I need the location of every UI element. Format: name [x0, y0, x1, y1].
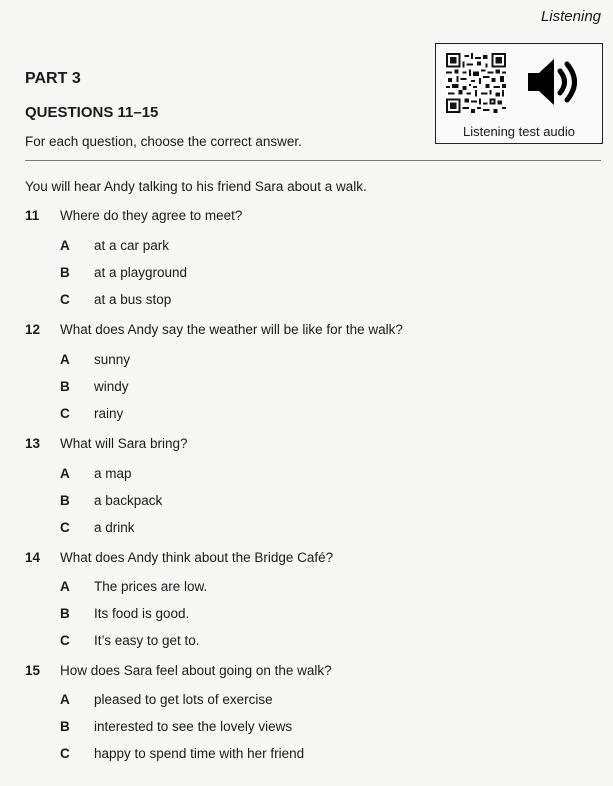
option-letter: A [60, 692, 70, 707]
question-15 [25, 663, 332, 678]
option-text: a drink [94, 520, 135, 535]
option-letter: B [60, 265, 70, 280]
option-text: at a bus stop [94, 292, 172, 307]
section-label: Listening [540, 8, 601, 25]
option-letter: A [60, 579, 70, 594]
option-letter: B [60, 606, 70, 621]
option-letter: A [60, 352, 70, 367]
question-13-option-a[interactable] [60, 466, 132, 481]
option-letter: C [60, 520, 70, 535]
question-13 [25, 436, 188, 451]
question-number: 13 [25, 436, 41, 451]
question-15-option-b[interactable] [60, 719, 292, 734]
option-text: Its food is good. [94, 606, 190, 621]
option-text: a backpack [94, 493, 163, 508]
question-14-option-c[interactable] [60, 633, 200, 648]
option-text: It’s easy to get to. [94, 633, 200, 648]
audio-panel[interactable] [435, 43, 603, 144]
option-text: interested to see the lovely views [94, 719, 293, 734]
option-letter: A [60, 466, 70, 481]
instruction-text: For each question, choose the correct answer. [25, 134, 302, 149]
option-letter: B [60, 719, 70, 734]
option-text: sunny [94, 352, 131, 367]
question-11-option-a[interactable] [60, 238, 169, 253]
question-14-option-b[interactable] [60, 606, 189, 621]
question-14 [25, 550, 333, 565]
option-text: happy to spend time with her friend [94, 746, 305, 761]
option-text: rainy [94, 406, 124, 421]
option-letter: A [60, 238, 70, 253]
question-14-option-a[interactable] [60, 579, 207, 594]
question-number: 11 [25, 208, 40, 223]
question-11-option-c[interactable] [60, 292, 171, 307]
divider [25, 160, 601, 161]
intro-text: You will hear Andy talking to his friend Sara about a walk. [25, 179, 367, 194]
question-12 [25, 322, 403, 337]
option-text: at a car park [94, 238, 170, 253]
question-15-option-a[interactable] [60, 692, 273, 707]
question-11-option-b[interactable] [60, 265, 187, 280]
question-13-option-b[interactable] [60, 493, 162, 508]
question-13-option-c[interactable] [60, 520, 135, 535]
question-text: What does Andy say the weather will be like for the walk? [60, 322, 403, 337]
question-11 [25, 208, 242, 223]
option-letter: C [60, 406, 70, 421]
option-letter: C [60, 633, 70, 648]
option-text: windy [94, 379, 129, 394]
question-text: What will Sara bring? [60, 436, 188, 451]
part-title: PART 3 [25, 70, 81, 87]
speaker-icon[interactable] [526, 54, 582, 110]
option-text: The prices are low. [94, 579, 208, 594]
audio-caption: Listening test audio [462, 124, 576, 139]
option-text: at a playground [94, 265, 188, 280]
question-text: Where do they agree to meet? [60, 208, 243, 223]
question-text: How does Sara feel about going on the walk? [60, 663, 332, 678]
question-12-option-c[interactable] [60, 406, 123, 421]
option-letter: B [60, 493, 70, 508]
question-number: 12 [25, 322, 41, 337]
option-text: pleased to get lots of exercise [94, 692, 273, 707]
question-number: 15 [25, 663, 41, 678]
option-letter: B [60, 379, 70, 394]
questions-range-title: QUESTIONS 11–15 [25, 104, 159, 121]
question-12-option-b[interactable] [60, 379, 129, 394]
question-12-option-a[interactable] [60, 352, 130, 367]
option-letter: C [60, 746, 70, 761]
question-15-option-c[interactable] [60, 746, 304, 761]
question-text: What does Andy think about the Bridge Café? [60, 550, 334, 565]
qr-code-icon[interactable] [446, 53, 506, 113]
option-letter: C [60, 292, 70, 307]
question-number: 14 [25, 550, 41, 565]
option-text: a map [94, 466, 132, 481]
